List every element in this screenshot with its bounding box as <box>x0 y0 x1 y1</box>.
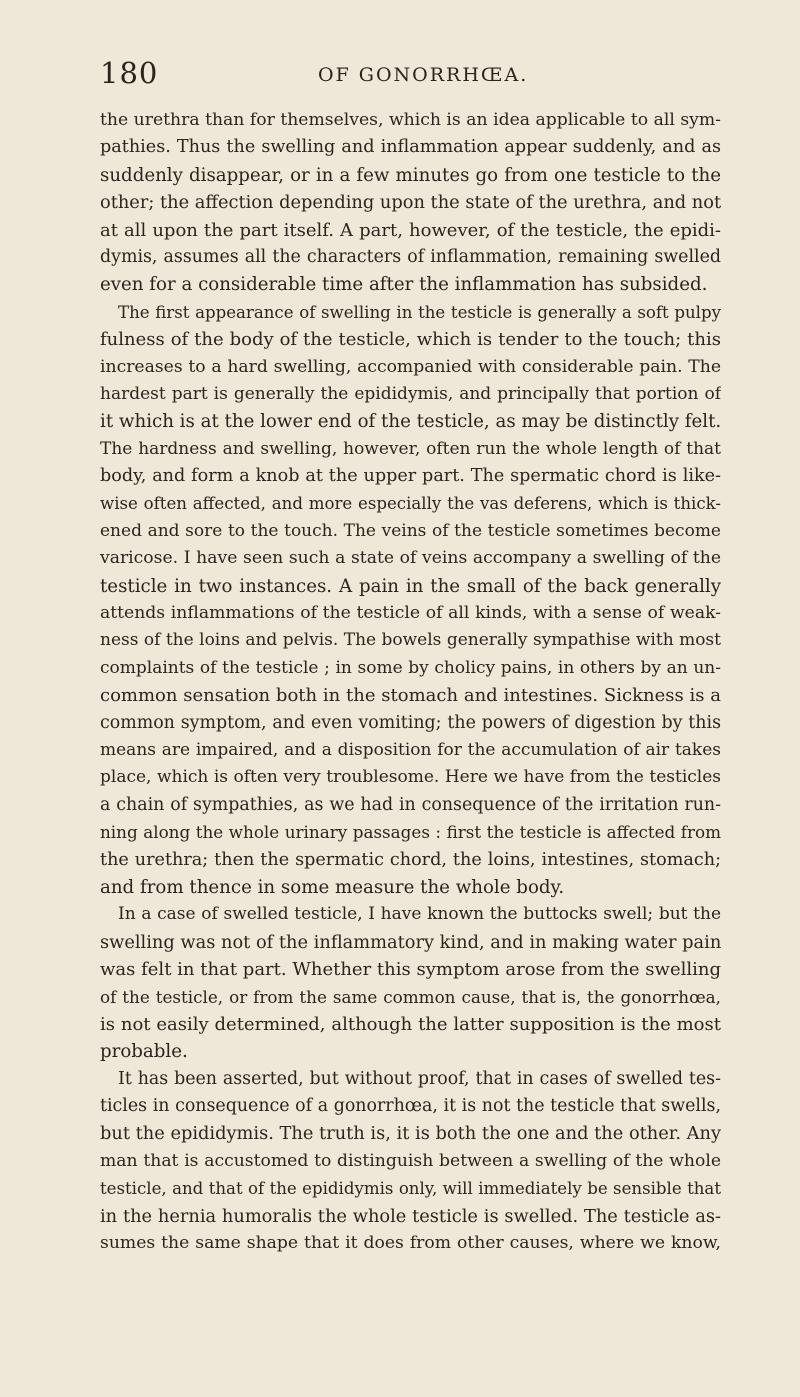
page-number: 180 <box>100 56 159 90</box>
text-line: is not easily determined, although the latter supposition is the most <box>100 1013 721 1035</box>
text-line: The first appearance of swelling in the testicle is generally a soft pulpy <box>118 302 721 322</box>
text-line: the urethra; then the spermatic chord, the loins, intestines, stomach; <box>100 849 721 870</box>
text-line: means are impaired, and a disposition for the accumulation of air takes <box>100 739 721 760</box>
text-line: increases to a hard swelling, accompanied with considerable pain. The <box>100 356 721 377</box>
text-line: in the hernia humoralis the whole testicle is swelled. The testicle as- <box>100 1205 721 1227</box>
text-line: varicose. I have seen such a state of veins accompany a swelling of the <box>100 548 721 569</box>
text-line: was felt in that part. Whether this symptom arose from the swelling <box>100 959 721 981</box>
running-head: OF GONORRHŒA. <box>318 64 529 86</box>
text-line: It has been asserted, but without proof, that in cases of swelled tes- <box>118 1068 721 1089</box>
text-line: and from thence in some measure the whole body. <box>100 876 565 898</box>
text-line: common sensation both in the stomach and intestines. Sickness is a <box>100 685 721 707</box>
text-line: ticles in consequence of a gonorrhœa, it is not the testicle that swells, <box>100 1096 721 1117</box>
text-line: it which is at the lower end of the testicle, as may be distinctly felt. <box>100 411 721 433</box>
text-line: body, and form a knob at the upper part. The spermatic chord is like- <box>100 466 721 487</box>
text-line: testicle in two instances. A pain in the small of the back generally <box>100 575 721 597</box>
text-line: sumes the same shape that it does from other causes, where we know, <box>100 1233 721 1254</box>
text-line: swelling was not of the inflammatory kind, and in making water pain <box>100 931 721 953</box>
text-line: probable. <box>100 1041 188 1063</box>
page-header <box>0 40 800 100</box>
text-line: but the epididymis. The truth is, it is both the one and the other. Any <box>100 1123 721 1145</box>
text-line: suddenly disappear, or in a few minutes go from one testicle to the <box>100 164 721 186</box>
text-line: hardest part is generally the epididymis, and principally that portion of <box>100 383 721 404</box>
text-line: complaints of the testicle ; in some by cholicy pains, in others by an un- <box>100 657 721 678</box>
text-line: fulness of the body of the testicle, which is tender to the touch; this <box>100 329 721 351</box>
text-line: The hardness and swelling, however, often run the whole length of that <box>100 438 721 459</box>
text-line: a chain of sympathies, as we had in consequence of the irritation run- <box>100 794 721 815</box>
text-line: wise often affected, and more especially the vas deferens, which is thick- <box>100 494 721 514</box>
text-line: of the testicle, or from the same common cause, that is, the gonorrhœa, <box>100 986 721 1007</box>
text-line: pathies. Thus the swelling and inflammation appear suddenly, and as <box>100 137 721 158</box>
text-line: place, which is often very troublesome. Here we have from the testicles <box>100 767 721 788</box>
text-line: man that is accustomed to distinguish between a swelling of the whole <box>100 1150 721 1171</box>
text-line: ened and sore to the touch. The veins of the testicle sometimes become <box>100 520 721 541</box>
text-line: ning along the whole urinary passages : first the testicle is affected from <box>100 822 721 843</box>
text-line: other; the affection depending upon the state of the urethra, and not <box>100 192 721 214</box>
text-line: the urethra than for themselves, which is an idea applicable to all sym- <box>100 110 721 130</box>
text-line: common symptom, and even vomiting; the powers of digestion by this <box>100 712 721 733</box>
text-line: testicle, and that of the epididymis only, will immediately be sensible that <box>100 1179 721 1199</box>
text-line: at all upon the part itself. A part, however, of the testicle, the epidi- <box>100 219 721 241</box>
text-line: dymis, assumes all the characters of inflammation, remaining swelled <box>100 246 721 267</box>
text-line: even for a considerable time after the inflammation has subsided. <box>100 274 708 296</box>
body-text <box>100 107 721 1257</box>
text-line: attends inflammations of the testicle of all kinds, with a sense of weak- <box>100 603 721 624</box>
text-line: In a case of swelled testicle, I have known the buttocks swell; but the <box>118 904 721 925</box>
text-line: ness of the loins and pelvis. The bowels generally sympathise with most <box>100 630 721 651</box>
